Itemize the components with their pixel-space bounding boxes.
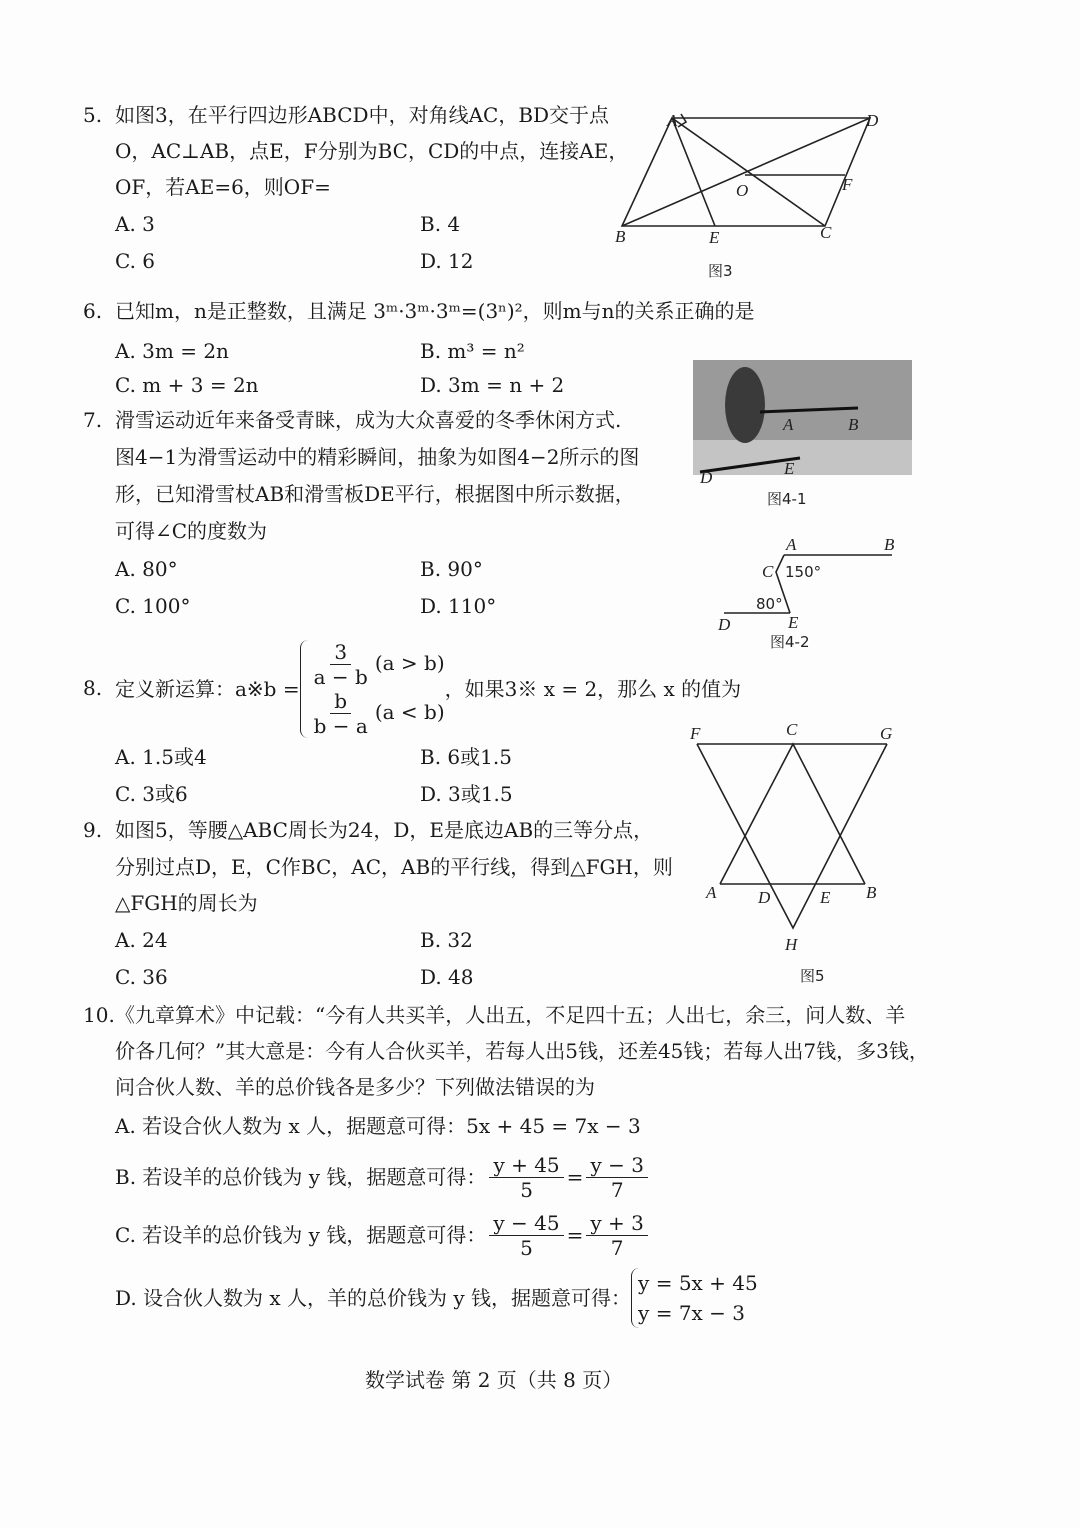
option-d: D. 110° xyxy=(420,594,497,618)
question-text: 滑雪运动近年来备受青睐，成为大众喜爱的冬季休闲方式. xyxy=(115,408,622,432)
equals: = xyxy=(566,1165,584,1189)
option-b: B. 6或1.5 xyxy=(420,745,512,769)
label-e: E xyxy=(784,459,795,478)
question-text: 已知m，n是正整数，且满足 3ᵐ·3ᵐ·3ᵐ=(3ⁿ)²，则m与n的关系正确的是 xyxy=(115,299,755,323)
label-d: D xyxy=(718,615,731,634)
denominator: 7 xyxy=(610,1235,624,1260)
figure-4-2 xyxy=(717,535,895,651)
label-c: C xyxy=(786,720,798,739)
question-number: 10. xyxy=(83,1003,115,1027)
denominator: 5 xyxy=(520,1235,533,1260)
option-a: A. 24 xyxy=(115,928,168,952)
denominator: 7 xyxy=(610,1177,624,1202)
label-d: D xyxy=(758,888,771,907)
angle-label: 80° xyxy=(756,595,783,613)
label-e: E xyxy=(788,613,799,632)
option-a: A. 1.5或4 xyxy=(115,745,207,769)
option-c xyxy=(115,1208,651,1262)
equation-system xyxy=(631,1268,758,1328)
label-d: D xyxy=(866,111,879,130)
option-c: C. 100° xyxy=(115,594,191,618)
figure-4-1-photo xyxy=(693,360,912,508)
option-c: C. 6 xyxy=(115,249,156,273)
label-a: A xyxy=(783,415,794,434)
option-d xyxy=(115,1270,758,1326)
question-number: 6. xyxy=(83,299,103,323)
label-c: C xyxy=(820,223,832,242)
question-text: OF，若AE=6，则OF= xyxy=(115,175,331,199)
option-b xyxy=(115,1150,651,1204)
figure-5 xyxy=(689,720,892,985)
option-c: C. 36 xyxy=(115,965,168,989)
option-b: B. m³ = n² xyxy=(420,339,525,363)
option-a: A. 3 xyxy=(115,212,155,236)
question-text: 可得∠C的度数为 xyxy=(115,519,268,543)
numerator: y − 3 xyxy=(586,1153,648,1178)
label-h: H xyxy=(785,935,798,954)
option-a: A. 80° xyxy=(115,557,178,581)
figure-caption: 图5 xyxy=(800,967,825,985)
question-text: △FGH的周长为 xyxy=(115,891,258,915)
angle-label: 150° xyxy=(785,563,822,581)
option-d: D. 3或1.5 xyxy=(420,782,513,806)
question-text: 如图5，等腰△ABC周长为24，D，E是底边AB的三等分点， xyxy=(115,818,654,842)
option-text: D. 设合伙人数为 x 人，羊的总价钱为 y 钱，据题意可得： xyxy=(115,1286,632,1310)
question-text: 价各几何？”其大意是：今有人合伙买羊，若每人出5钱，还差45钱；若每人出7钱，多3钱， xyxy=(115,1039,929,1063)
question-text: 如图3，在平行四边形ABCD中，对角线AC，BD交于点 xyxy=(115,103,610,127)
question-text: 问合伙人数、羊的总价钱各是多少？下列做法错误的为 xyxy=(115,1075,595,1099)
option-text: B. 若设羊的总价钱为 y 钱，据题意可得： xyxy=(115,1165,487,1189)
page-footer: 数学试卷 第 2 页（共 8 页） xyxy=(365,1368,623,1392)
question-number: 5. xyxy=(83,103,103,127)
question-text: O，AC⊥AB，点E，F分别为BC，CD的中点，连接AE， xyxy=(115,139,629,163)
question-number: 8. xyxy=(83,676,103,700)
label-b: B xyxy=(848,415,859,434)
option-d: D. 48 xyxy=(420,965,474,989)
label-b: B xyxy=(615,227,626,246)
piecewise-definition xyxy=(300,640,445,738)
label-a: A xyxy=(786,535,797,554)
equation: y = 5x + 45 xyxy=(638,1271,758,1295)
figure-3 xyxy=(622,114,870,226)
option-text: C. 若设羊的总价钱为 y 钱，据题意可得： xyxy=(115,1223,487,1247)
label-b: B xyxy=(884,535,895,554)
numerator: y + 45 xyxy=(489,1153,563,1178)
figure-caption: 图4-1 xyxy=(767,490,807,508)
figure-caption: 图3 xyxy=(708,262,733,280)
label-a: A xyxy=(667,111,678,130)
option-a: A. 若设合伙人数为 x 人，据题意可得：5x + 45 = 7x − 3 xyxy=(115,1114,641,1138)
question-text: 形，已知滑雪杖AB和滑雪板DE平行，根据图中所示数据， xyxy=(115,482,635,506)
option-c: C. 3或6 xyxy=(115,782,188,806)
question-number: 9. xyxy=(83,818,103,842)
figure-3-labels xyxy=(615,111,879,280)
denominator: 5 xyxy=(520,1177,533,1202)
definition-label: 定义新运算：a※b = xyxy=(115,677,300,701)
denominator: b − a xyxy=(313,714,368,738)
label-b: B xyxy=(866,883,877,902)
question-text xyxy=(115,634,741,744)
label-d: D xyxy=(700,468,713,487)
label-c: C xyxy=(762,562,774,581)
question-text: ，如果3※ x = 2，那么 x 的值为 xyxy=(444,677,742,701)
label-o: O xyxy=(736,181,749,200)
question-text: 图4−1为滑雪运动中的精彩瞬间，抽象为如图4−2所示的图 xyxy=(115,445,640,469)
figure-caption: 图4-2 xyxy=(770,633,810,651)
condition: (a > b) xyxy=(374,651,445,675)
denominator: a − b xyxy=(313,665,368,689)
numerator: b xyxy=(330,689,351,714)
condition: (a < b) xyxy=(374,700,445,724)
label-a: A xyxy=(706,883,717,902)
question-text: 分别过点D，E，C作BC，AC，AB的平行线，得到△FGH，则 xyxy=(115,855,673,879)
numerator: y − 45 xyxy=(489,1211,563,1236)
numerator: 3 xyxy=(330,640,351,665)
option-b: B. 32 xyxy=(420,928,473,952)
option-a: A. 3m = 2n xyxy=(115,339,229,363)
numerator: y + 3 xyxy=(586,1211,648,1236)
option-b: B. 90° xyxy=(420,557,483,581)
equals: = xyxy=(566,1223,584,1247)
label-f: F xyxy=(842,175,853,194)
option-d: D. 3m = n + 2 xyxy=(420,373,565,397)
label-e: E xyxy=(820,888,831,907)
label-f: F xyxy=(690,724,701,743)
option-c: C. m + 3 = 2n xyxy=(115,373,259,397)
question-text: 《九章算术》中记载：“今有人共买羊，人出五，不足四十五；人出七，余三，问人数、羊 xyxy=(115,1003,906,1027)
label-g: G xyxy=(880,724,893,743)
option-b: B. 4 xyxy=(420,212,461,236)
option-d: D. 12 xyxy=(420,249,474,273)
question-number: 7. xyxy=(83,408,103,432)
label-e: E xyxy=(709,228,720,247)
equation: y = 7x − 3 xyxy=(638,1301,746,1325)
